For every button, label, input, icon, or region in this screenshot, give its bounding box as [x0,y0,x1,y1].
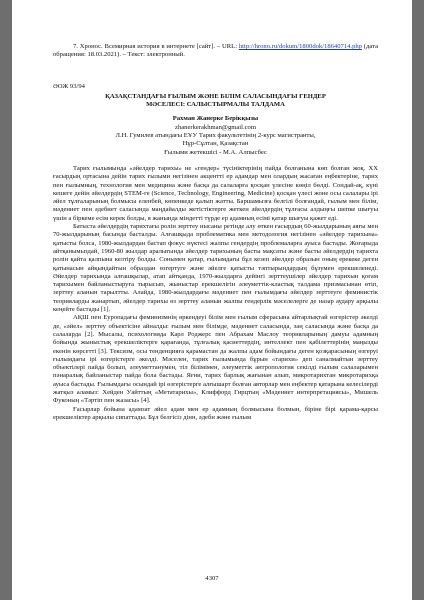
body-paragraph: АҚШ пен Еуропадағы феминизмнің өркендеуі білім мен ғылым сферасына айтарлықтай өзгерістер әкелді де, «әйел» зерттеу объектісіне айналды: ғылым мен білімде, мәдениет саласында, заң саласында және басқа да салаларда [2]. Мысалы, психологияда Карл Роджерс пен Абрахам Маслоу теорияларының дамуы адамның бойында жыныстық ерекшеліктерге қарағанда, тұлғалық қасиеттердің, интеллект пен қабілеттерінің маңызды екенін көрсетті [3]. Тексизм, осы тенденцияға қарамастан да жалпы адам бойындағы деген қозқарасының өзгеруі ғылымдағы ірі өзгерістерге әкелді. Мәселен, тарих ғылымында бұрын «тарихи» деп саналмайтын зерттеу объектілері пайда болып, әлеуметтанумен, тіл білімімен, әлеуметтік антропология секілді ғылым салаларымен пәнаралық байланыстар пайда бола бастады. Яғни, тарих барлық жағынан алып, микротарихтан микротарихқа ауыса бастады. Ғылымдағы осындай ірі өзгерістерге алғышарт болған авторлар мен еңбектер қатарына келесілерді жатқыз аламыз: Хейден Уайттың «Метатарихы», Клиффорд Гирцтың «Мәдениет интерпретациясы», Мишель Фуконың «Тәртіп пен жазасы» [4]. [53,314,378,405]
title-line-2: МӘСЕЛЕСІ: САЛЫСТЫРМАЛЫ ТАЛДАМА [146,101,285,109]
title-line-1: ҚАЗАҚСТАНДАҒЫ ҒЫЛЫМ ЖӘНЕ БІЛІМ САЛАСЫНДАҒЫ ГЕНДЕР [105,92,326,100]
reference-link[interactable]: http://hrono.ru/dokum/1800dok/18640714.php [238,43,362,50]
author-email: zhanerkerakhman@gmail.com [175,123,256,131]
supervisor: Ғылыми жетекшісі - М.А. Алпысбес [164,148,267,156]
udc-code: ӘОЖ 93/94 [53,82,85,90]
page-number: 4307 [205,575,219,582]
body-paragraph: Тарих ғылымында «әйелдер тарихы» не «гендер» түсініктерінің пайда болғанына көп болған жоқ. ХХ ғасырдың ортасына дейін тарих ғылыми негізінен акцентті ер адамдар мен олардың жасаған еңбектеріне, тарих пен ғылымның, технология мен медицина және басқа да салаларға қосқан үлесіне көңіл бөлді. Сондай-ақ, күні кешеге дейін әйелдердің STEM-ге (Science, Technology, Engineering, Medicine) қосқан үлесі жоне осы салалары ірі әйел тұлғаларының болмысы еленбей, көпенкеде қалып жатты. Баршамызға белгілі болғандай, ғылым мен білім, мәдениет пен әдебиет саласында маңдайалды жетістіктерге жеткен әйелдердің тұлғасы алдыңғы шепке шығуы үшін а біркеме есім керек болды, я жанында міндетті түрде ер адамның есімі қатар шығуы қажет еді. [53,164,378,222]
author-name: Рахман Жанерке Берікқызы [172,115,259,123]
body-paragraph: Ғасырлар бойына адамзат әйел адам мен ер адамның болмысына болмын, біріне бірі қарама-қарсы ерекшеліктер арқылы сипаттады. Бұл белгісіз дінн, әдебн және ғылым [53,405,378,421]
reference-text: 7. Хронос. Всемирная история в интернете [сайт]. – URL: [73,43,239,50]
reference-access-date: (дата обращения: 18.03.2021). – Текст: электронный. [53,43,379,59]
body-paragraph: Батыста әйелдердің тарихтағы ролін зерттеу нысаны ретінде алу өткен ғасырдың 60-жылдарының аяғы мен 70-жылдарының басында басталды. Алғашқыда проблематика мен методология негізінен «әйелдер тарихына» қатысты болса, 1980-жылдардан бастап фокус нүктесі жалпы гендердің проблемаларға ауыса бастады. Жоғарыда айтқанымыздай, 1960-80 жылдар аралығында әйелдер тарихының басты мақсаты және басты әйелдердің тарихта ролін қайта қалпына келтіру болды. Сонымен қатар, ғылымдағы бұл кезеп әйелдер образын оның ерекеке деген қатынасын айқындайтын образдан өзгертуге және әйелге қатысты тәптырындардың бұзумен ерекшеленеді. Әйелдер тарихында алғашқылар, атап айтқанда, 1970-жылдарға дейінгі зерттеушілер әйелдер тарихын қоғам тарихымен байланыстыруға тырысып, жыныстар ерекшелігін әлеуметтік-кластық талдама призмасынан өтіп, зерттеу аланын тарылтты. Алайда, 1980-жылдардағы мәдениет пен ғылымдағы әйелдер зерттеуге феминистік теорияларды жанартып, әйелдер тарихы өз зерттеу аланын жалпы гендерлік мәселелерге де назар аудару арқылы кеңейте бастады [1]. [53,223,378,314]
author-city: Нұр-Сұлтан, Қазақстан [182,140,249,148]
document-page [12,0,412,600]
author-affiliation: Л.Н. Гумилев атындағы ЕҰУ Тарих факультетінің 2-курс магистранты, [115,132,316,140]
reference-entry [53,43,378,60]
article-title [53,93,378,110]
